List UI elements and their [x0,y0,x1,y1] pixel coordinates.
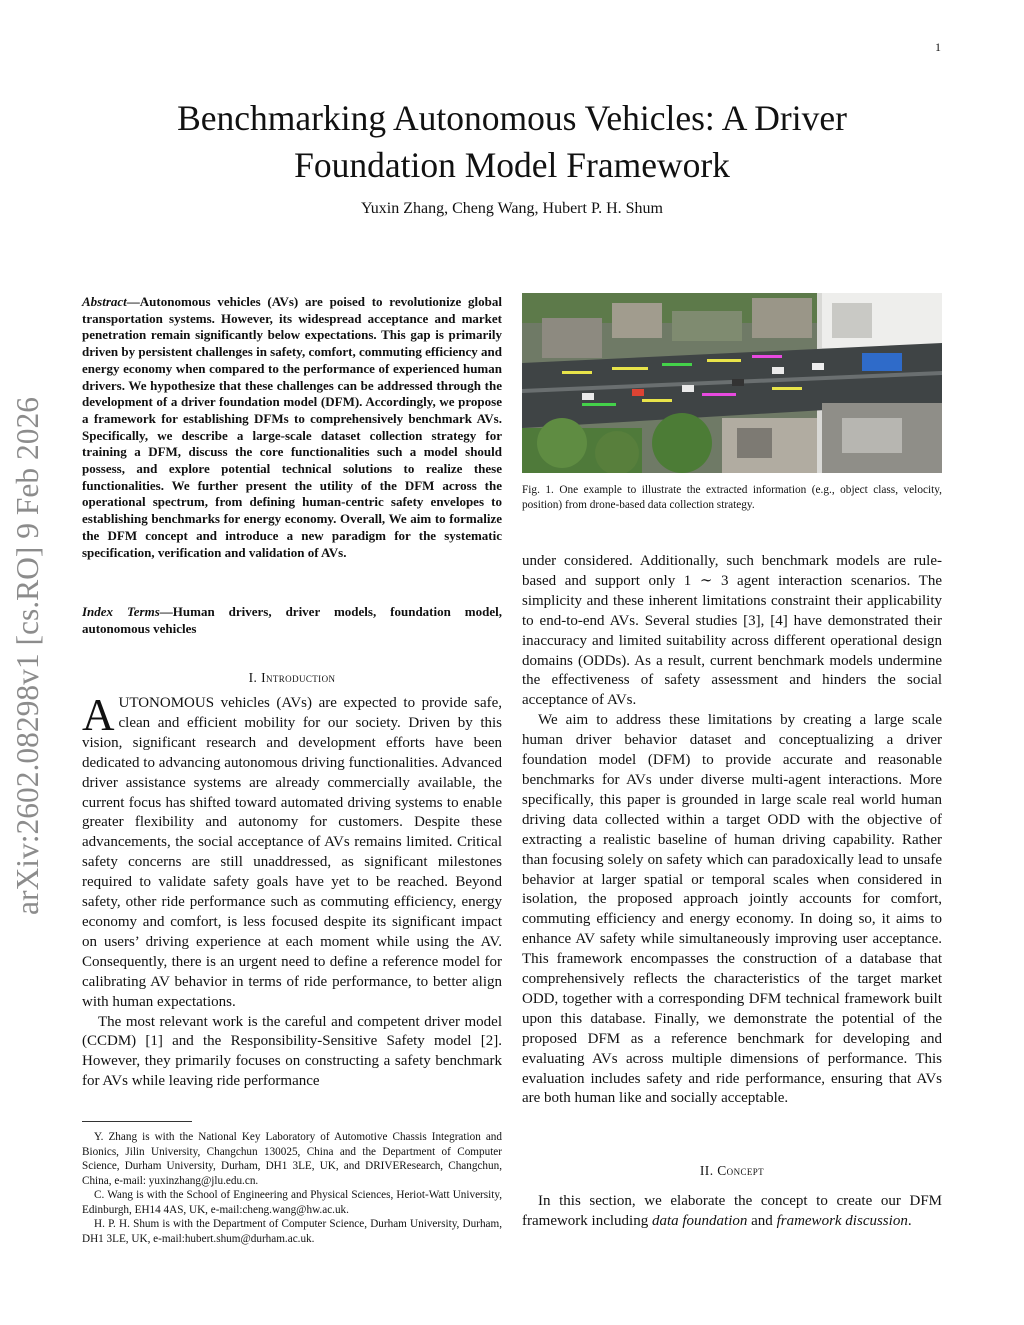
intro-paragraph-1 [82,690,502,1013]
section-title-initial: C [717,1163,727,1178]
drone-aerial-image [522,293,942,473]
paper-title: Benchmarking Autonomous Vehicles: A Driver Foundation Model Framework [177,98,847,185]
arxiv-stamp: arXiv:2602.08298v1 [cs.RO] 9 Feb 2026 [10,397,45,915]
section-heading-introduction [82,670,502,686]
footnote-rule [82,1121,192,1122]
concept-text: and [747,1212,777,1229]
footnotes [82,1130,502,1246]
intro-paragraph-2: The most relevant work is the careful and competent driver model (CCDM) [1] and the Responsibility-Sensitive Safety model [2]. However, they primarily focuses on constructing a safety benchmark for AVs while leaving ride performance [82,1013,502,1090]
figure-drone-image [522,293,942,473]
footnote-affiliation: Y. Zhang is with the National Key Laboratory of Automotive Chassis Integration and Bionics, Jilin University, Changchun 130025, China and the Department of Computer Science, Durham University, Durham, DH1 3LE, UK, and DRIVEResearch, Changchun, China, e-mail: yuxinzhang@jlu.edu.cn. [82,1131,502,1187]
footnote-affiliation: C. Wang is with the School of Engineering and Physical Sciences, Heriot-Watt University, Edinburgh, EH14 4AS, UK, e-mail:cheng.wang@hw.ac.uk. [82,1189,502,1216]
index-terms-text: —Human drivers, driver models, foundation model, autonomous vehicles [82,604,502,636]
concept-body [522,1192,942,1232]
intro-paragraph-1-text: UTONOMOUS vehicles (AVs) are expected to provide safe, clean and efficient mobility for our society. Driven by this vision, significant research and development efforts have been dedicated to advancing autonomous driving functionalities. Advanced driver assistance systems are already commercially available, the current focus has shifted toward automated driving systems to enable greater flexibility and autonomy for customers. Despite these advancements, the social acceptance of AVs remains limited. Critical safety concerns are still unaddressed, as significant milestones required to validate safety goals have yet to be reached. Beyond safety, other ride performance such as commuting efficiency, energy economy and comfort, is less focused despite its significant impact on users’ driving experience at each moment while using the AV. Consequently, there is an urgent need to define a reference model for calibrating AV behavior in terms of ride performance, to better align with human expectations. [82,695,502,1010]
index-terms-lead: Index Terms [82,604,160,619]
footnote-affiliation: H. P. H. Shum is with the Department of Computer Science, Durham University, Durham, DH1 3LE, UK, e-mail:hubert.shum@durham.ac.uk. [82,1218,502,1245]
concept-paragraph-1 [522,1192,942,1232]
drop-cap: A [82,690,115,740]
index-terms [82,604,502,637]
abstract-text: —Autonomous vehicles (AVs) are poised to revolutionize global transportation systems. However, its widespread acceptance and market penetration remain significantly below expectations. This gap is primarily driven by persistent challenges in safety, comfort, commuting efficiency and energy economy when compared to the performance of experienced human drivers. We hypothesize that these challenges can be addressed through the development of a driver foundation model (DFM). Accordingly, we propose a framework for establishing DFMs to comprehensively benchmark AVs. Specifically, we describe a large-scale dataset collection strategy for training a DFM, discuss the core functionalities such a model should possess, and explore potential technical solutions to realize these functionalities. We further present the utility of the DFM across the operational spectrum, from defining human-centric safety envelopes to establishing benchmarks for energy economy. Overall, We aim to formalize the DFM concept and introduce a new paradigm for the systematic specification, verification and validation of AVs. [82,294,502,560]
section-title-initial: I [261,670,266,685]
section-title-rest: oncept [726,1163,765,1178]
page-number: 1 [935,40,941,54]
section-title-rest: ntroduction [265,670,336,685]
concept-emphasis: data foundation [651,1212,748,1229]
section-number: II. [699,1163,714,1178]
concept-text: . [907,1212,912,1229]
paper-authors: Yuxin Zhang, Cheng Wang, Hubert P. H. Shum [361,200,663,217]
abstract-lead: Abstract [82,294,127,309]
intro-paragraph-3: We aim to address these limitations by creating a large scale human driver behavior dataset and conceptualizing a driver foundation model (DFM) to provide accurate and reasonable benchmarks for AVs under diverse multi-agent interactions. More specifically, this paper is grounded in large scale real world human driving data collected within a target ODD with the objective of extracting a realistic baseline of human driving capability. Rather than focusing solely on safety which can paradoxically lead to unsafe behavior at larger spatial or temporal scales when considered in isolation, the proposed approach jointly accounts for comfort, commuting efficiency and energy economy. In doing so, it aims to enhance AV safety while simultaneously improving user acceptance. This framework encompasses the construction of a database that comprehensively reflects the characteristics of the target market ODD, together with a corresponding DFM technical framework built upon this database. Finally, we demonstrate the potential of the proposed DFM as a reference benchmark for developing and evaluating AVs across multiple dimensions of performance. This evaluation includes safety and ride performance, ensuring that AVs are both human like and socially acceptable. [522,712,942,1107]
section-heading-concept [522,1163,942,1179]
concept-text: In this section, we elaborate the concept to create our DFM framework including [522,1193,942,1229]
section-number: I. [248,670,258,685]
introduction-body [82,690,502,1092]
intro-paragraph-2-continued: under considered. Additionally, such benchmark models are rule-based and support only 1 ∼ 3 agent interaction scenarios. The simplicity and these inherent limitations constraint their applicability to end-to-end AVs. Several studies [3], [4] have demonstrated their inaccuracy and limited suitability across different operational design domains (ODDs). As a result, current benchmark models undermine the effectiveness of safety assessment and hinders the social acceptance of AVs. [522,553,942,709]
concept-emphasis: framework discussion [776,1212,908,1229]
introduction-body-continued [522,552,942,1109]
abstract [82,294,502,561]
figure-caption: Fig. 1. One example to illustrate the extracted information (e.g., object class, velocity, position) from drone-based data collection strategy. [522,484,942,511]
